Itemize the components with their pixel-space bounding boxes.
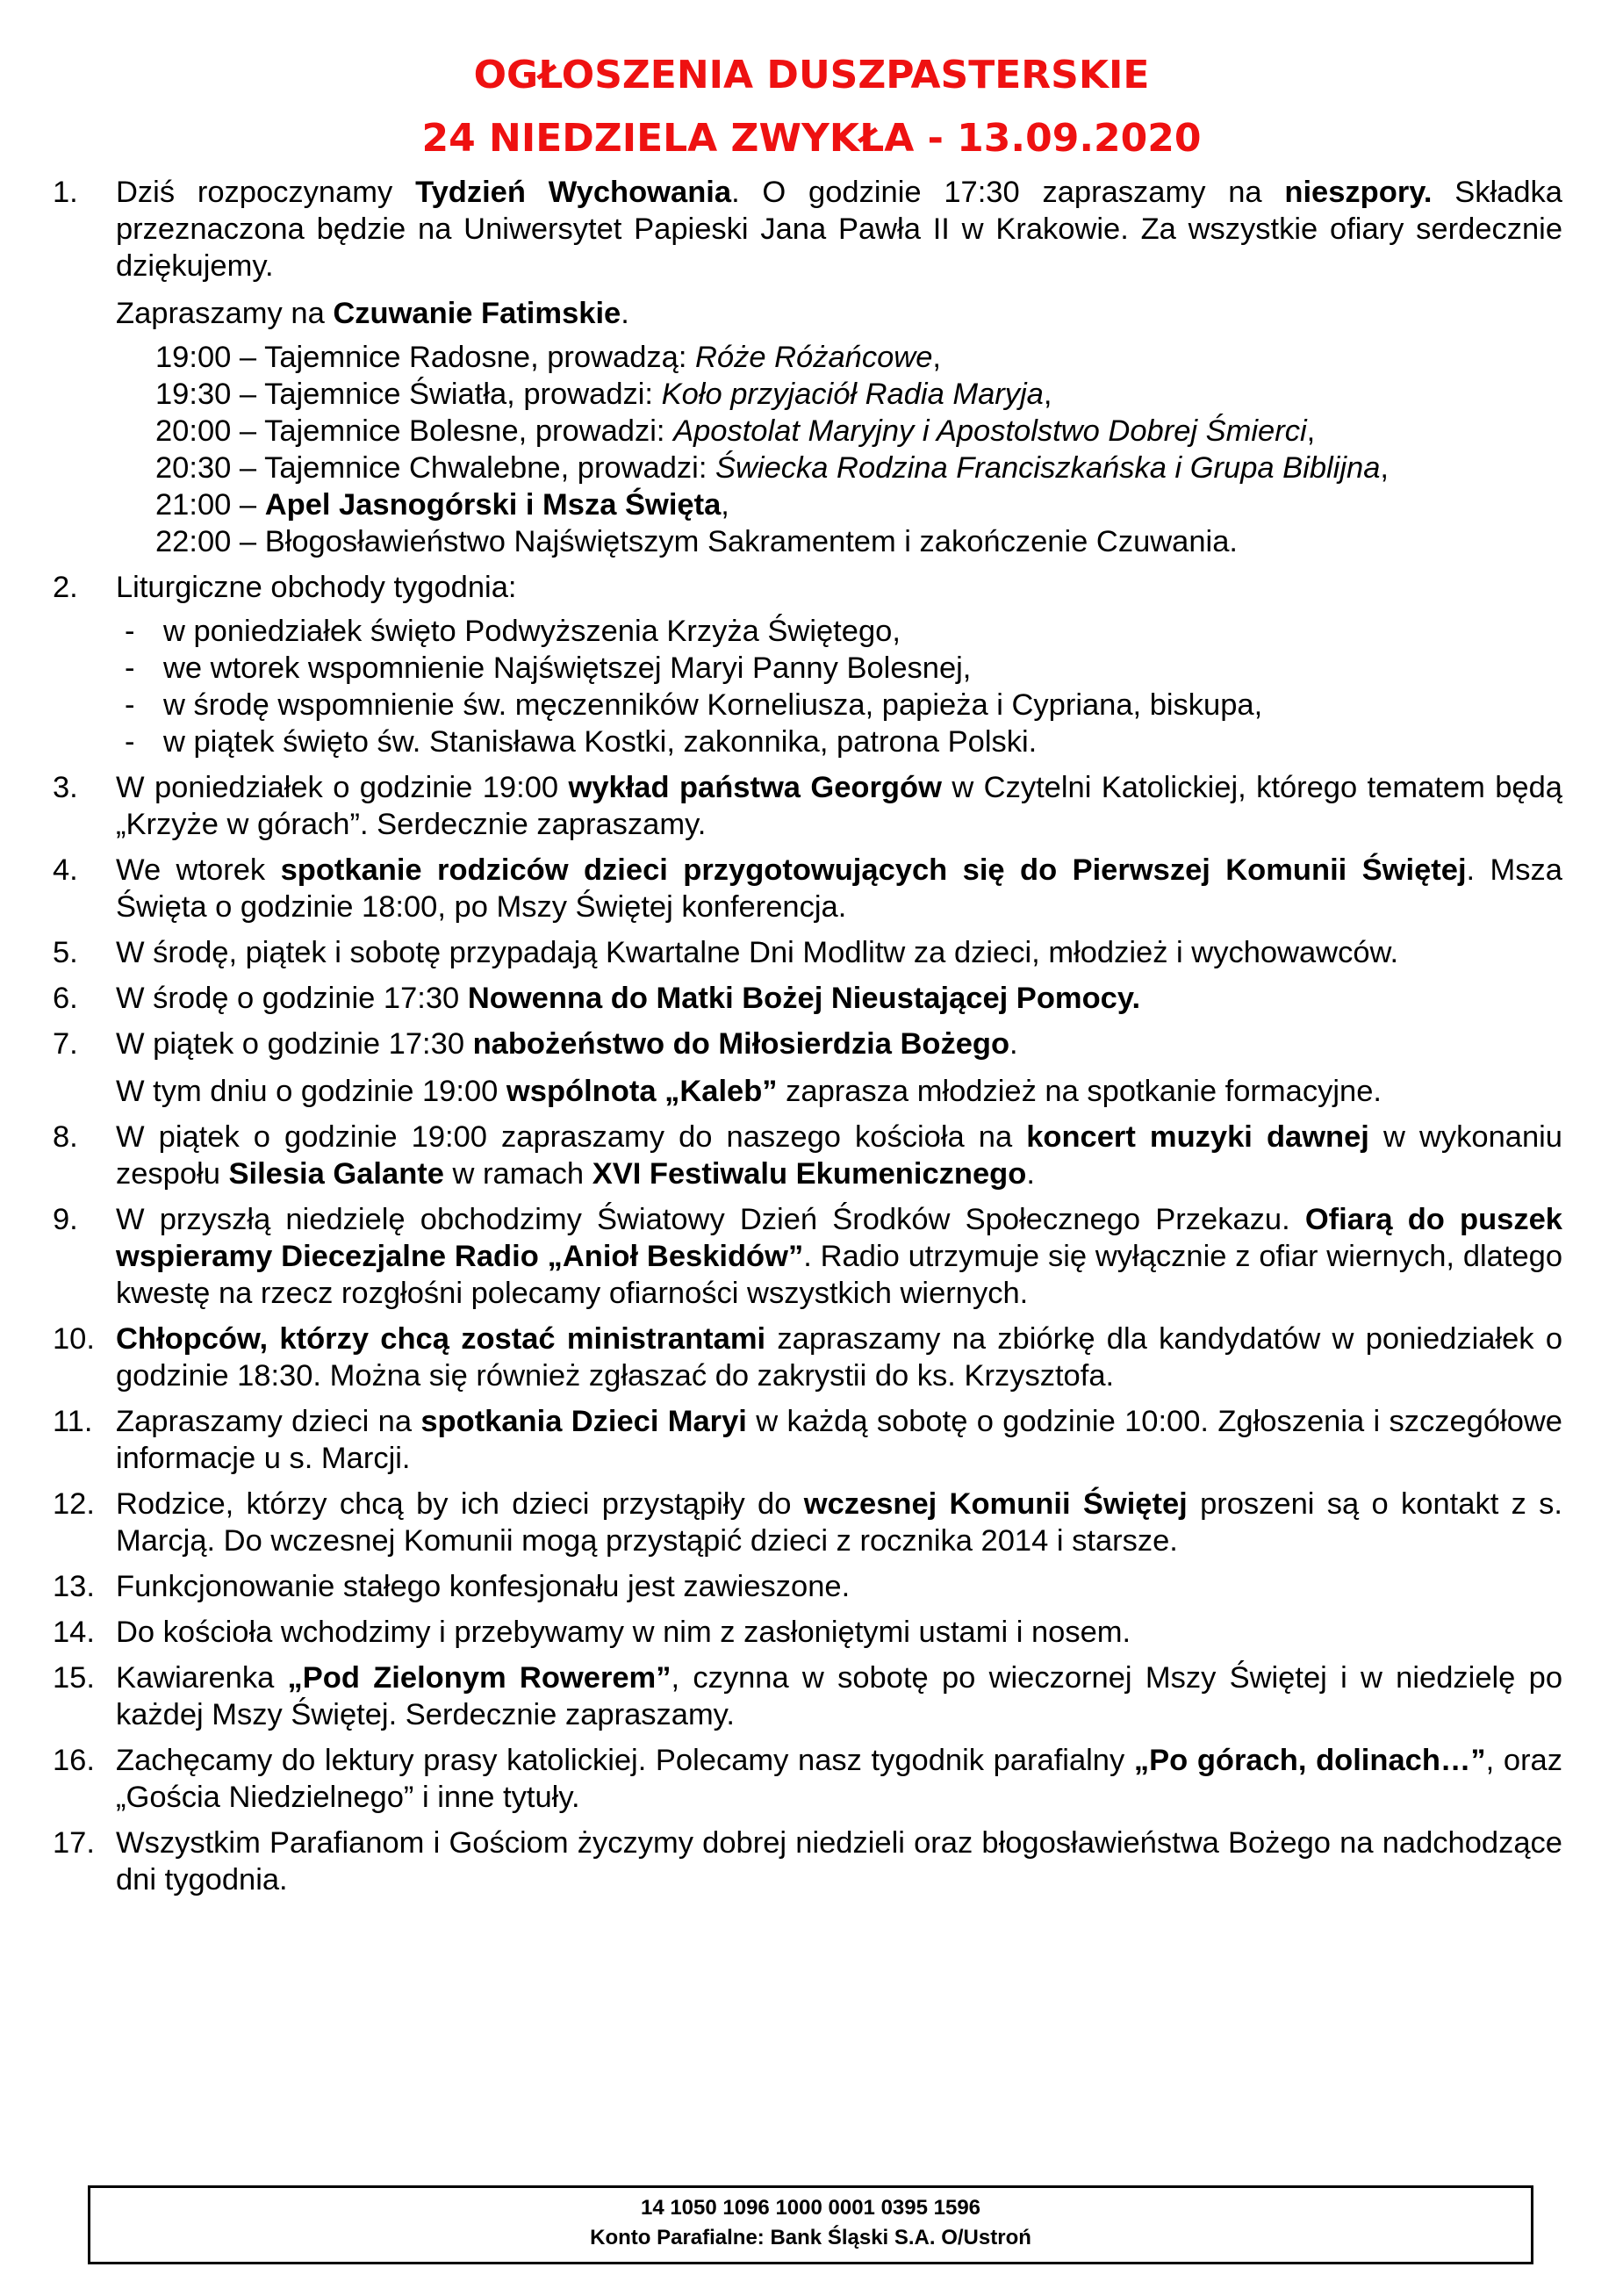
text-segment: , (932, 341, 941, 374)
text-segment: Funkcjonowanie stałego konfesjonału jest zawieszone. (116, 1570, 851, 1603)
text-segment: w każdą sobotę o godzinie 10:00. Zgłoszenia i szczegółowe informacje u s. Marcji. (116, 1405, 1562, 1475)
bold-text: koncert muzyki dawnej (1026, 1120, 1369, 1154)
italic-text: Koło przyjaciół Radia Maryja (661, 378, 1044, 411)
liturgy-text: w środę wspomnienie św. męczenników Korneliusza, papieża i Cypriana, biskupa, (163, 688, 1263, 722)
announcement-item (53, 1119, 1562, 1192)
text-segment: Zapraszamy na (116, 297, 334, 330)
item-paragraph (116, 569, 1562, 606)
bold-text: „Po górach, dolinach…” (1133, 1744, 1486, 1777)
announcement-item (53, 1659, 1562, 1733)
text-segment: . Msza Święta o godzinie 18:00, po Mszy Świętej konferencja. (116, 853, 1562, 924)
bold-text: spotkania Dzieci Maryi (420, 1405, 747, 1438)
bold-text: Apel Jasnogórski i Msza Święta (264, 488, 722, 522)
bold-text: Tydzień Wychowania (415, 176, 732, 209)
announcement-item (53, 1614, 1562, 1651)
text-segment: w wykonaniu zespołu (116, 1120, 1562, 1191)
schedule-line (155, 413, 1562, 450)
bank-account-box (88, 2185, 1533, 2264)
item-paragraph (116, 1742, 1562, 1816)
announcement-item (53, 980, 1562, 1017)
text-segment: zapraszamy na zbiórkę dla kandydatów w poniedziałek o godzinie 18:30. Można się również zgłaszać do zakrystii do ks. Krzysztofa. (116, 1322, 1563, 1393)
text-segment: , oraz „Gościa Niedzielnego” i inne tytuły. (116, 1744, 1562, 1814)
text-segment: 21:00 – (155, 488, 265, 522)
schedule-line (155, 486, 1562, 523)
text-segment: . O godzinie 17:30 zapraszamy na (731, 176, 1285, 209)
text-segment: , (1043, 378, 1052, 411)
text-segment: Zapraszamy dzieci na (116, 1405, 421, 1438)
text-segment: . (1026, 1157, 1035, 1191)
liturgy-list-item (53, 723, 1562, 760)
announcement-item (53, 1486, 1562, 1559)
item-paragraph (116, 1486, 1562, 1559)
item-paragraph (116, 769, 1562, 843)
announcement-item (53, 174, 1562, 560)
italic-text: Świecka Rodzina Franciszkańska i Grupa Biblijna (715, 451, 1381, 485)
item-paragraph (116, 1614, 1562, 1651)
liturgy-text: we wtorek wspomnienie Najświętszej Maryi Panny Bolesnej, (163, 651, 972, 685)
announcement-item (53, 569, 1562, 760)
item-paragraph (116, 1026, 1562, 1062)
text-segment: . Radio utrzymuje się wyłącznie z ofiar wiernych, dlatego kwestę na rzecz rozgłośni polecamy ofiarności wszystkich wiernych. (116, 1240, 1563, 1310)
item-paragraph (116, 934, 1562, 971)
text-segment: , czynna w sobotę po wieczornej Mszy Świętej i w niedzielę po każdej Mszy Świętej. Serdecznie zapraszamy. (116, 1661, 1563, 1731)
italic-text: Róże Różańcowe (695, 341, 933, 374)
item-paragraph (116, 1659, 1562, 1733)
text-segment: W środę o godzinie 17:30 (116, 982, 468, 1015)
text-segment: , (1380, 451, 1390, 485)
item-number: 13. (53, 1570, 95, 1603)
text-segment: W piątek o godzinie 17:30 (116, 1027, 473, 1061)
text-segment: 20:30 – Tajemnice Chwalebne, prowadzi: (155, 451, 715, 485)
announcement-item (53, 1026, 1562, 1110)
item-paragraph (116, 1201, 1562, 1312)
text-segment: Dziś rozpoczynamy (116, 176, 416, 209)
liturgy-text: w piątek święto św. Stanisława Kostki, zakonnika, patrona Polski. (163, 725, 1038, 759)
text-segment: W tym dniu o godzinie 19:00 (116, 1075, 506, 1108)
text-segment: Do kościoła wchodzimy i przebywamy w nim z zasłoniętymi ustami i nosem. (116, 1616, 1131, 1649)
item-number: 12. (53, 1487, 95, 1521)
bold-text: Silesia Galante (228, 1157, 444, 1191)
bold-text: wykład państwa Georgów (568, 771, 942, 804)
announcement-item (53, 852, 1562, 925)
schedule-line (155, 376, 1562, 413)
bold-text: spotkanie rodziców dzieci przygotowujących się do Pierwszej Komunii Świętej (280, 853, 1467, 887)
item-paragraph (116, 1321, 1562, 1394)
item-number: 6. (53, 982, 78, 1015)
dash-bullet: - (125, 725, 135, 759)
header (0, 44, 1623, 170)
text-segment: w ramach (443, 1157, 592, 1191)
bold-text: wczesnej Komunii Świętej (803, 1487, 1188, 1521)
liturgy-list-item (53, 650, 1562, 687)
bold-text: Chłopców, którzy chcą zostać ministrantami (116, 1322, 766, 1356)
announcement-item (53, 1568, 1562, 1605)
text-segment: Składka przeznaczona będzie na Uniwersytet Papieski Jana Pawła II w Krakowie. Za wszystkie ofiary serdecznie dziękujemy. (116, 176, 1562, 283)
schedule-line (155, 450, 1562, 486)
dash-bullet: - (125, 688, 135, 722)
item-number: 16. (53, 1744, 95, 1777)
account-label: Konto Parafialne: Bank Śląski S.A. O/Ustroń (590, 2226, 1031, 2249)
item-paragraph (116, 980, 1562, 1017)
item-paragraph (116, 1568, 1562, 1605)
liturgy-list-item (53, 613, 1562, 650)
item-number: 7. (53, 1027, 78, 1061)
page-title: OGŁOSZENIA DUSZPASTERSKIE (473, 53, 1150, 97)
text-segment: W przyszłą niedzielę obchodzimy Światowy Dzień Środków Społecznego Przekazu. (116, 1203, 1305, 1236)
text-segment: W poniedziałek o godzinie 19:00 (116, 771, 569, 804)
text-segment: w Czytelni Katolickiej, którego tematem będą „Krzyże w górach”. Serdecznie zapraszamy. (116, 771, 1562, 841)
item-number: 17. (53, 1826, 95, 1860)
item-number: 4. (53, 853, 78, 887)
text-segment: 19:30 – Tajemnice Światła, prowadzi: (155, 378, 662, 411)
item-number: 1. (53, 176, 78, 209)
announcement-item (53, 1825, 1562, 1898)
text-segment: zaprasza młodzież na spotkanie formacyjne. (777, 1075, 1382, 1108)
item-paragraph (116, 852, 1562, 925)
item-number: 5. (53, 936, 78, 969)
page-subtitle: 24 NIEDZIELA ZWYKŁA - 13.09.2020 (421, 116, 1202, 161)
text-segment: 22:00 – Błogosławieństwo Najświętszym Sakramentem i zakończenie Czuwania. (155, 525, 1238, 558)
text-segment: 19:00 – Tajemnice Radosne, prowadzą: (155, 341, 696, 374)
announcement-item (53, 769, 1562, 843)
liturgy-list-item (53, 687, 1562, 723)
item-number: 8. (53, 1120, 78, 1154)
item-paragraph (116, 174, 1562, 284)
item-number: 14. (53, 1616, 95, 1649)
announcement-list (53, 174, 1562, 1907)
bold-text: nabożeństwo do Miłosierdzia Bożego (472, 1027, 1010, 1061)
item-paragraph (116, 295, 1562, 332)
text-segment: W środę, piątek i sobotę przypadają Kwartalne Dni Modlitw za dzieci, młodzież i wychowawców. (116, 936, 1399, 969)
bold-text: „Pod Zielonym Rowerem” (287, 1661, 671, 1695)
text-segment: Rodzice, którzy chcą by ich dzieci przystąpiły do (116, 1487, 804, 1521)
text-segment: W piątek o godzinie 19:00 zapraszamy do naszego kościoła na (116, 1120, 1027, 1154)
schedule-line (155, 339, 1562, 376)
announcement-item (53, 1321, 1562, 1394)
announcement-item (53, 1403, 1562, 1477)
italic-text: Apostolat Maryjny i Apostolstwo Dobrej Śmierci (673, 414, 1307, 448)
vigil-schedule (155, 339, 1562, 560)
item-number: 2. (53, 571, 78, 604)
item-paragraph (116, 1073, 1562, 1110)
text-segment: Zachęcamy do lektury prasy katolickiej. Polecamy nasz tygodnik parafialny (116, 1744, 1134, 1777)
item-number: 10. (53, 1322, 95, 1356)
text-segment: proszeni są o kontakt z s. Marcją. Do wczesnej Komunii mogą przystąpić dzieci z rocznika 2014 i starsze. (116, 1487, 1563, 1558)
item-number: 3. (53, 771, 78, 804)
bold-text: nieszpory. (1284, 176, 1433, 209)
item-paragraph (116, 1119, 1562, 1192)
text-segment: . (1009, 1027, 1018, 1061)
text-segment: We wtorek (116, 853, 281, 887)
text-segment: , (1306, 414, 1316, 448)
bold-text: XVI Festiwalu Ekumenicznego (592, 1157, 1027, 1191)
bold-text: Czuwanie Fatimskie (333, 297, 621, 330)
bold-text: Ofiarą do puszek wspieramy Diecezjalne Radio „Anioł Beskidów” (116, 1203, 1562, 1273)
schedule-line (155, 523, 1562, 560)
bold-text: wspólnota „Kaleb” (506, 1075, 778, 1108)
text-segment: , (721, 488, 729, 522)
item-number: 11. (53, 1405, 93, 1438)
text-segment: . (621, 297, 629, 330)
text-segment: Kawiarenka (116, 1661, 288, 1695)
liturgy-list (53, 613, 1562, 760)
item-number: 9. (53, 1203, 78, 1236)
dash-bullet: - (125, 615, 135, 648)
bold-text: Nowenna do Matki Bożej Nieustającej Pomocy. (467, 982, 1141, 1015)
announcement-item (53, 1201, 1562, 1312)
item-number: 15. (53, 1661, 95, 1695)
text-segment: Liturgiczne obchody tygodnia: (116, 571, 517, 604)
text-segment: Wszystkim Parafianom i Gościom życzymy dobrej niedzieli oraz błogosławieństwa Bożego na nadchodzące dni tygodnia. (116, 1826, 1562, 1897)
liturgy-text: w poniedziałek święto Podwyższenia Krzyża Świętego, (163, 615, 901, 648)
item-paragraph (116, 1403, 1562, 1477)
dash-bullet: - (125, 651, 135, 685)
account-number: 14 1050 1096 1000 0001 0395 1596 (640, 2196, 981, 2220)
text-segment: 20:00 – Tajemnice Bolesne, prowadzi: (155, 414, 674, 448)
announcement-item (53, 934, 1562, 971)
item-paragraph (116, 1825, 1562, 1898)
announcement-item (53, 1742, 1562, 1816)
